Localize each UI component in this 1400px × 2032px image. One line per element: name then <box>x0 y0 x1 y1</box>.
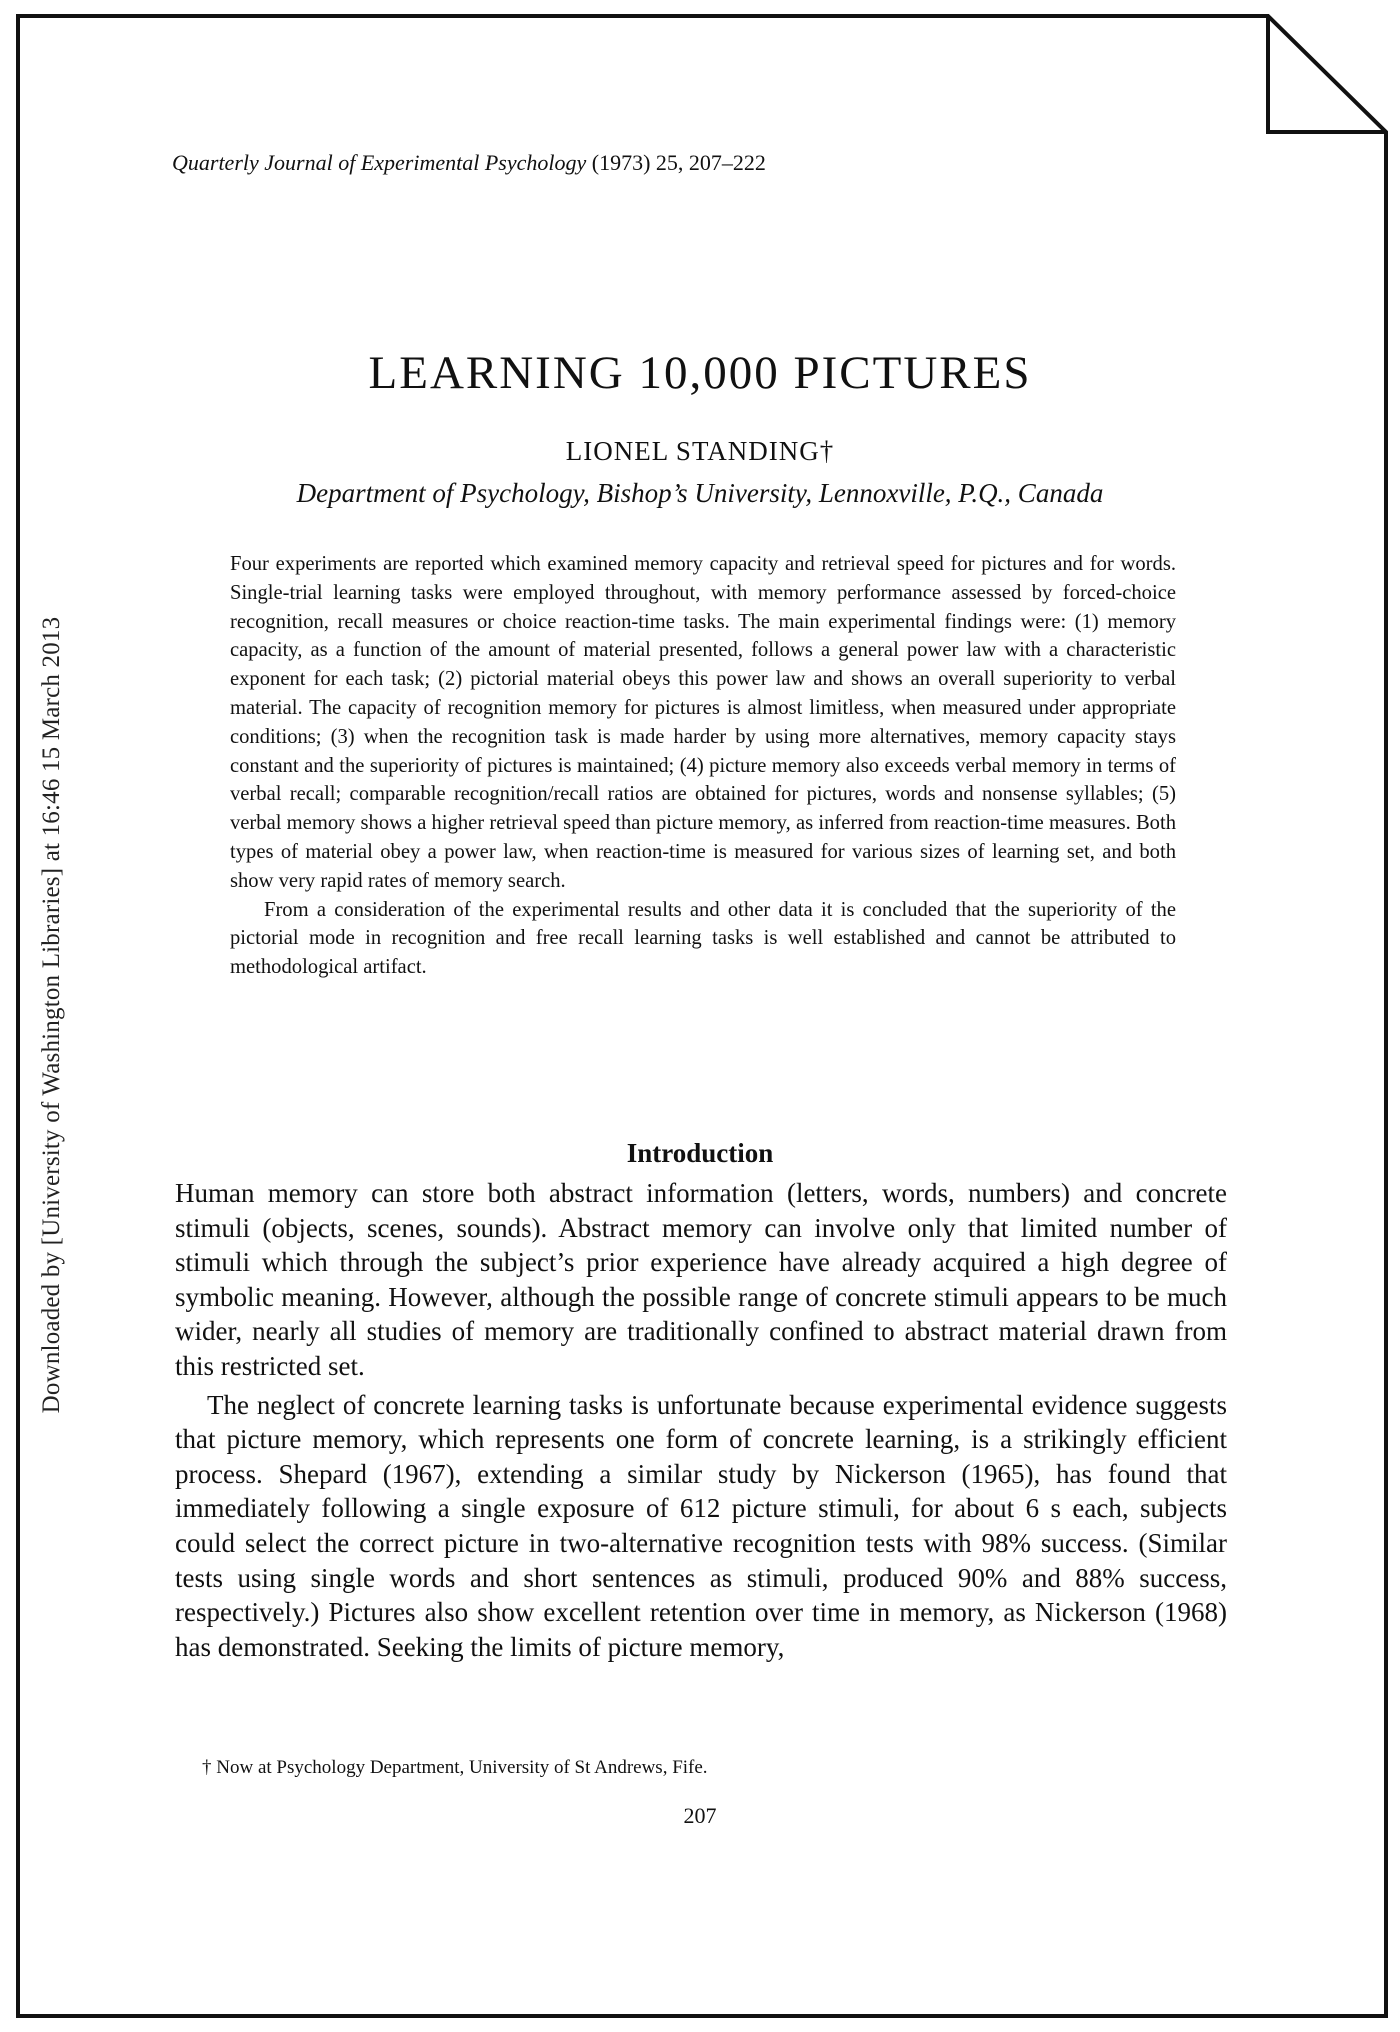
journal-header <box>172 150 766 176</box>
author-name: LIONEL STANDING† <box>565 436 835 466</box>
page-number: 207 <box>683 1803 717 1828</box>
abstract-paragraph: From a consideration of the experimental results and other data it is concluded that the superiority of the pictorial mode in recognition and free recall learning tasks is well established and cannot be attributed to methodological artifact. <box>230 898 1176 979</box>
paper-title: LEARNING 10,000 PICTURES <box>368 347 1032 399</box>
footnote: † Now at Psychology Department, University of St Andrews, Fife. <box>202 1757 708 1778</box>
body-paragraph: Human memory can store both abstract information (letters, words, numbers) and concrete stimuli (objects, scenes, sounds). Abstract memory can involve only that limited number of stimuli which through the subject’s prior experience have already acquired a high degree of symbolic meaning. However, although the possible range of concrete stimuli appears to be much wider, nearly all studies of memory are traditionally confined to abstract material drawn from this restricted set. <box>175 1178 1227 1381</box>
abstract <box>230 550 1176 982</box>
body-paragraph: The neglect of concrete learning tasks is unfortunate because experimental evidence suggests that picture memory, which represents one form of concrete learning, is a strikingly efficient process. Shepard (1967), extending a similar study by Nickerson (1965), has found that immediately following a single exposure of 612 picture stimuli, for about 6 s each, subjects could select the correct picture in two-alternative recognition tests with 98% success. (Similar tests using single words and short sentences as stimuli, produced 90% and 88% success, respectively.) Pictures also show excellent retention over time in memory, as Nickerson (1968) has demonstrated. Seeking the limits of picture memory, <box>175 1389 1227 1662</box>
journal-name: Quarterly Journal of Experimental Psychology <box>172 150 587 175</box>
author-affiliation: Department of Psychology, Bishop’s University, Lennoxville, P.Q., Canada <box>296 478 1104 508</box>
abstract-paragraph: Four experiments are reported which examined memory capacity and retrieval speed for pictures and for words. Single-trial learning tasks were employed throughout, with memory performance assessed by forced-choice recognition, recall measures or choice reaction-time tasks. The main experimental findings were: (1) memory capacity, as a function of the amount of material presented, follows a general power law with a characteristic exponent for each task; (2) pictorial material obeys this power law and shows an overall superiority to verbal material. The capacity of recognition memory for pictures is almost limitless, when measured under appropriate conditions; (3) when the recognition task is made harder by using more alternatives, memory capacity stays constant and the superiority of pictures is maintained; (4) picture memory also exceeds verbal memory in terms of verbal recall; comparable recognition/recall ratios are obtained for pictures, words and nonsense syllables; (5) verbal memory shows a higher retrieval speed than picture memory, as inferred from reaction-time measures. Both types of material obey a power law, when reaction-time is measured for various sizes of learning set, and both show very rapid rates of memory search. <box>230 553 1176 892</box>
download-watermark: Downloaded by [University of Washington Libraries] at 16:46 15 March 2013 <box>38 616 65 1414</box>
section-heading: Introduction <box>626 1138 774 1168</box>
journal-citation: (1973) 25, 207–222 <box>591 150 766 175</box>
body-text <box>175 1176 1227 1664</box>
